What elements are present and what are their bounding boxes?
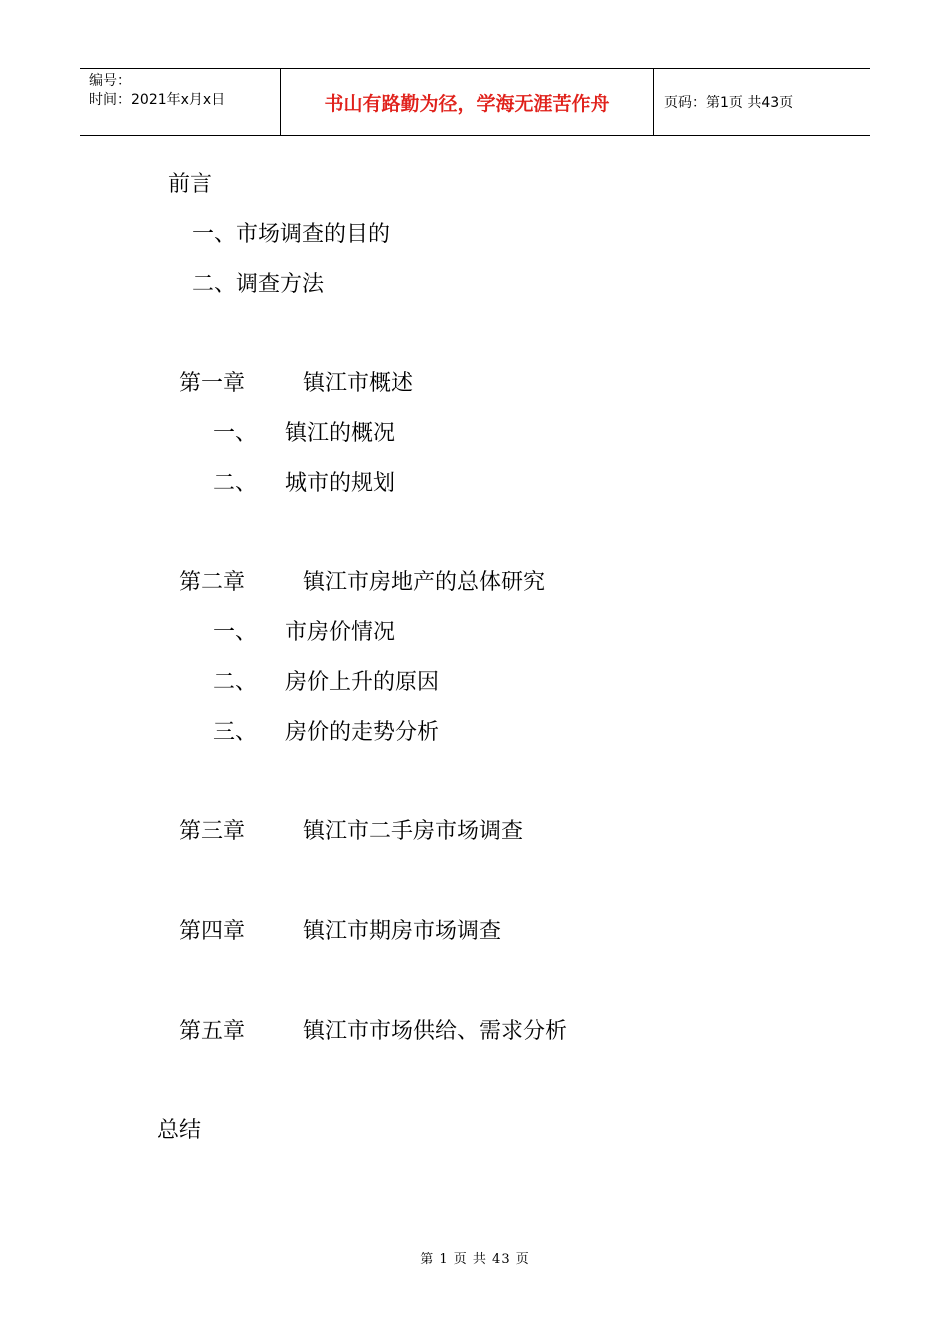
item-number: 二、 (213, 471, 258, 496)
toc-item (213, 471, 395, 497)
item-number: 一、 (213, 620, 258, 645)
toc-item (213, 670, 439, 696)
page-footer: 第 1 页 共 43 页 (420, 1252, 530, 1267)
toc-preface-item: 一、市场调查的目的 (192, 222, 391, 247)
item-number: 一、 (213, 421, 258, 446)
item-text: 城市的规划 (285, 471, 396, 496)
toc-preface: 前言 (168, 172, 213, 197)
item-number: 三、 (213, 720, 258, 745)
toc-item (213, 720, 439, 746)
toc-chapter (179, 1019, 567, 1045)
item-number: 二、 (213, 670, 258, 695)
document-time-label: 时间：2021年x月x日 (89, 92, 226, 108)
item-text: 房价的走势分析 (285, 720, 440, 745)
toc-preface-item: 二、调查方法 (192, 272, 325, 297)
item-text: 房价上升的原因 (285, 670, 440, 695)
header-motto: 书山有路勤为径，学海无涯苦作舟 (281, 69, 654, 135)
chapter-label: 第四章 (179, 919, 246, 944)
chapter-title: 镇江市期房市场调查 (303, 919, 502, 944)
chapter-label: 第五章 (179, 1019, 246, 1044)
page-header (80, 68, 870, 136)
chapter-label: 第三章 (179, 819, 246, 844)
header-page-info: 页码：第1页 共43页 (664, 95, 794, 111)
chapter-label: 第一章 (179, 371, 246, 396)
chapter-label: 第二章 (179, 570, 246, 595)
toc-chapter (179, 919, 501, 945)
header-meta (80, 69, 281, 135)
document-number-label: 编号： (89, 73, 131, 89)
toc-chapter (179, 570, 545, 596)
item-text: 镇江的概况 (285, 421, 396, 446)
toc-item (213, 421, 395, 447)
toc-chapter (179, 819, 523, 845)
item-text: 市房价情况 (285, 620, 396, 645)
toc-item (213, 620, 395, 646)
chapter-title: 镇江市二手房市场调查 (303, 819, 524, 844)
toc-chapter (179, 371, 413, 397)
toc-summary: 总结 (157, 1118, 202, 1143)
chapter-title: 镇江市概述 (303, 371, 414, 396)
chapter-title: 镇江市市场供给、需求分析 (303, 1019, 568, 1044)
chapter-title: 镇江市房地产的总体研究 (303, 570, 546, 595)
